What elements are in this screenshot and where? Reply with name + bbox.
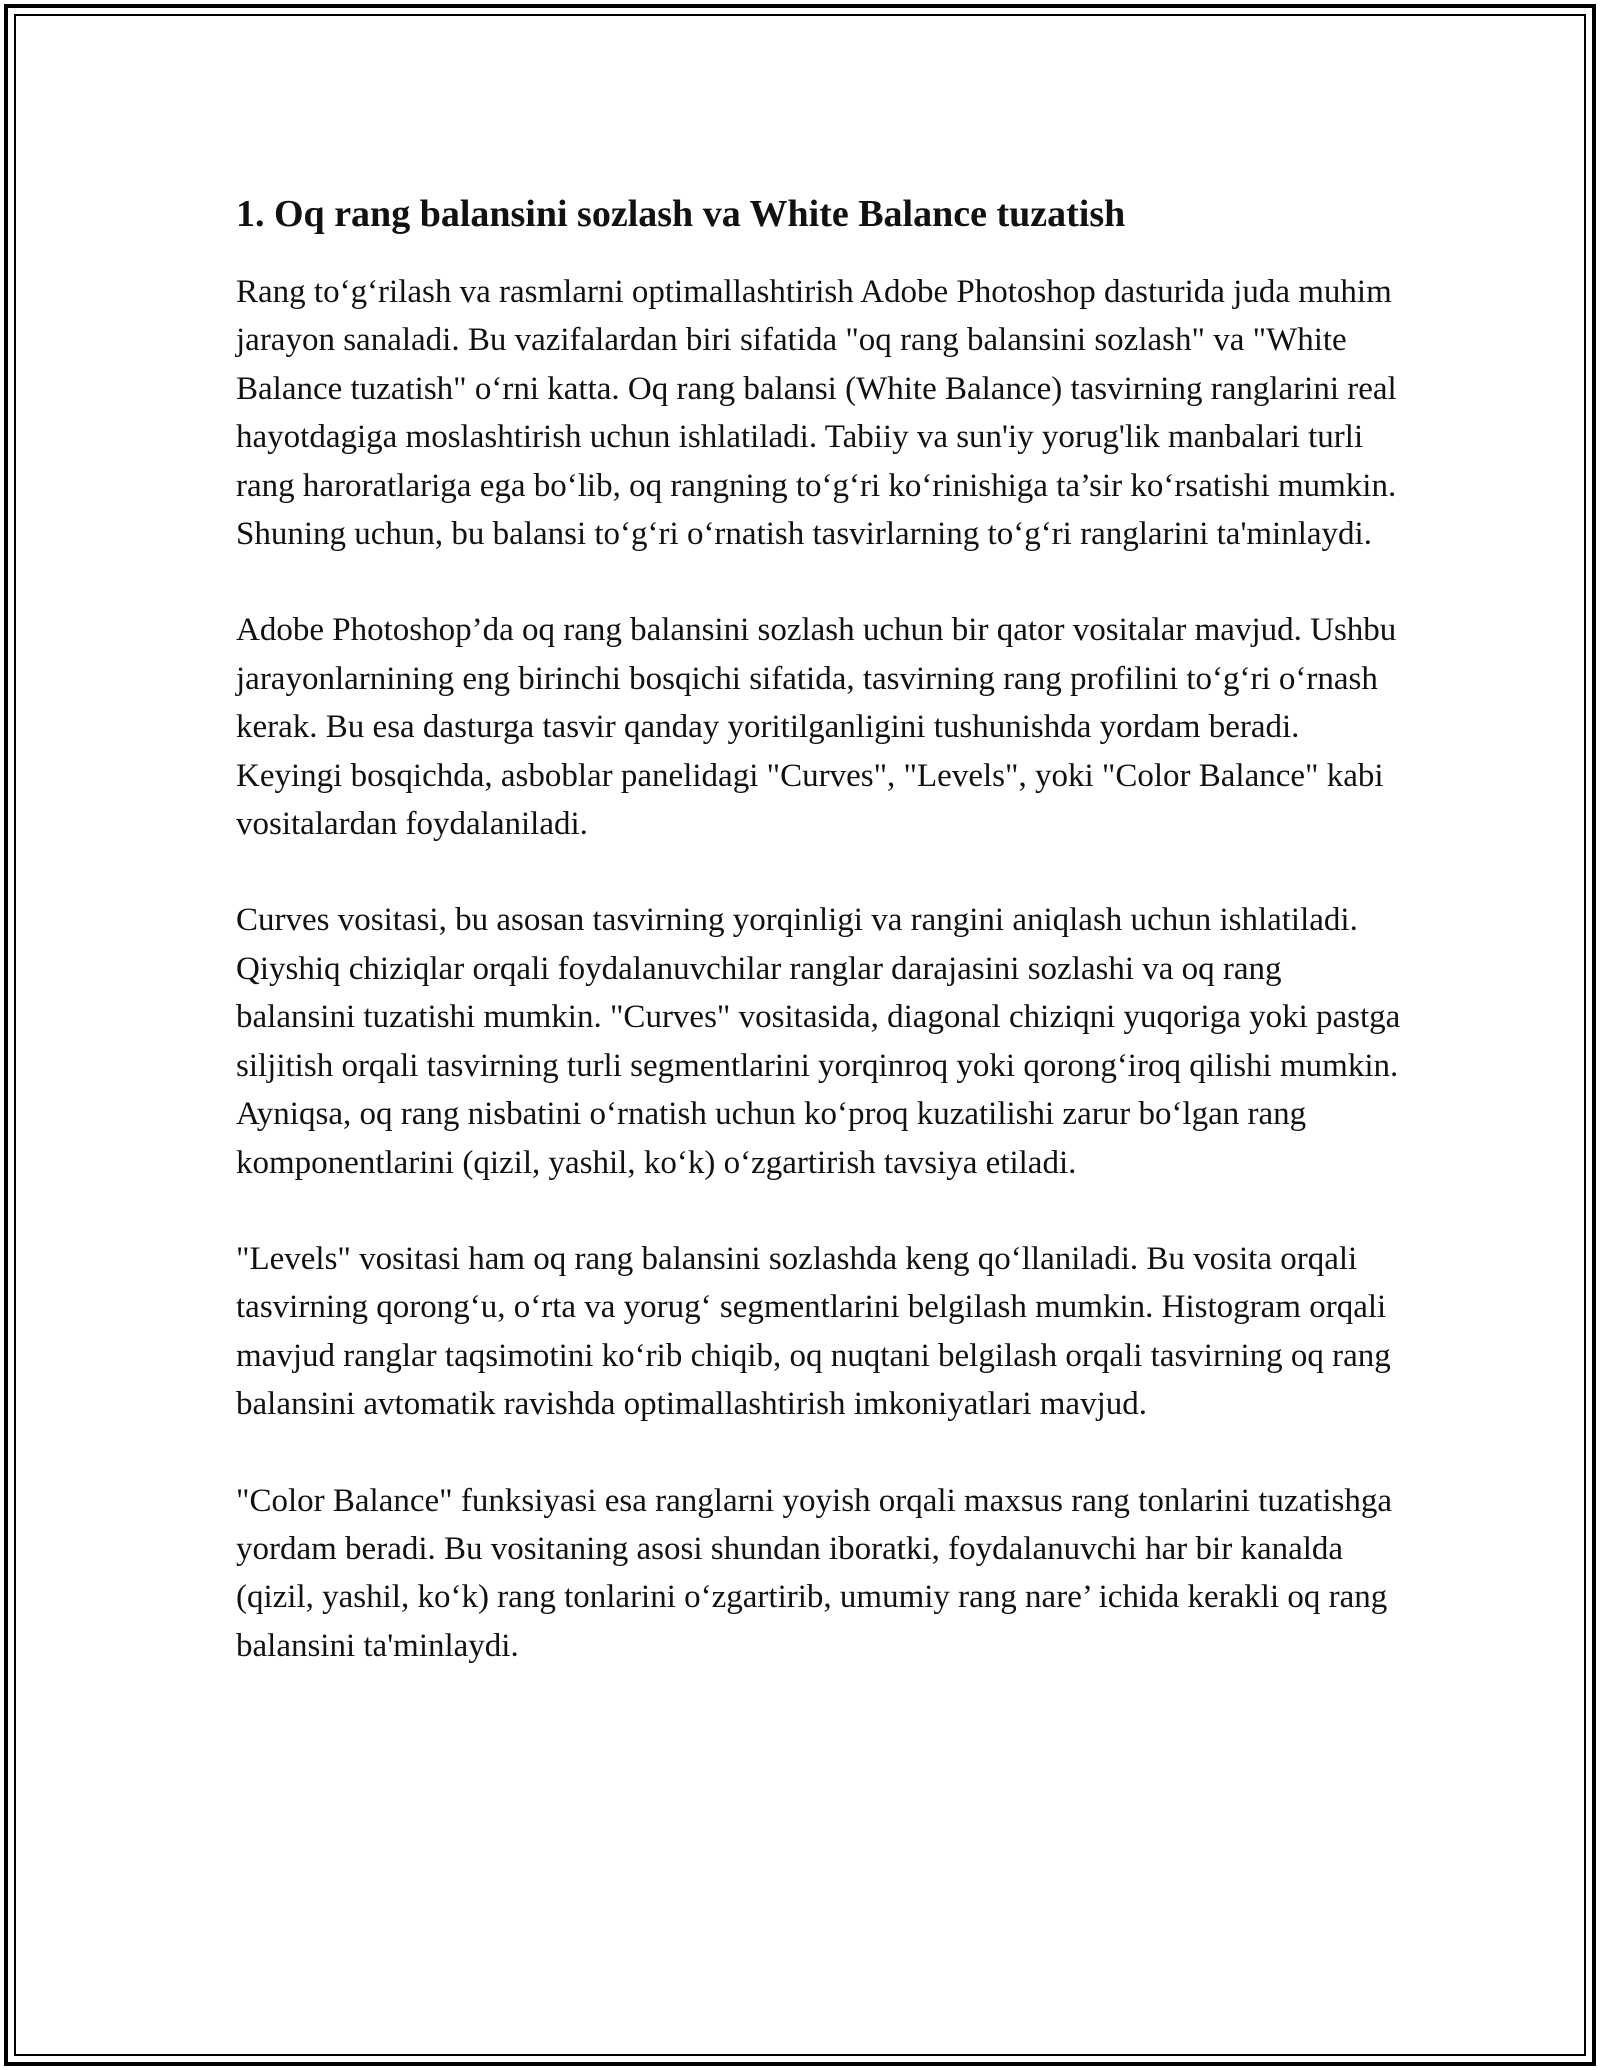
paragraph-tools: Adobe Photoshop’da oq rang balansini sozlash uchun bir qator vositalar mavjud. Ushbu jarayonlarnining eng birinchi bosqichi sifatida, tasvirning rang profilini to‘g‘ri o‘rnash kerak. Bu esa dasturga tasvir qanday yoritilganligini tushunishda yordam beradi. Keyingi bosqichda, asboblar panelidagi "Curves", "Levels", yoki "Color Balance" kabi vositalardan foydalaniladi.: [236, 612, 1397, 843]
paragraph-levels: "Levels" vositasi ham oq rang balansini sozlashda keng qo‘llaniladi. Bu vosita orqali tasvirning qorong‘u, o‘rta va yorug‘ segmentlarini belgilash mumkin. Histogram orqali mavjud ranglar taqsimotini ko‘rib chiqib, oq nuqtani belgilash orqali tasvirning oq rang balansini avtomatik ravishda optimallashtirish imkoniyatlari mavjud.: [236, 1240, 1391, 1423]
document-page: [236, 186, 1406, 1718]
paragraph-curves: Curves vositasi, bu asosan tasvirning yorqinligi va rangini aniqlash uchun ishlatiladi. Qiyshiq chiziqlar orqali foydalanuvchilar ranglar darajasini sozlashi va oq rang balansini tuzatishi mumkin. "Curves" vositasida, diagonal chiziqni yuqoriga yoki pastga siljitish orqali tasvirning turli segmentlarini yorqinroq yoki qorong‘iroq qilishi mumkin. Ayniqsa, oq rang nisbatini o‘rnatish uchun ko‘proq kuzatilishi zarur bo‘lgan rang komponentlarini (qizil, yashil, ko‘k) o‘zgartirish tavsiya etiladi.: [236, 902, 1401, 1181]
paragraph-intro: Rang to‘g‘rilash va rasmlarni optimallashtirish Adobe Photoshop dasturida juda muhim jarayon sanaladi. Bu vazifalardan biri sifatida "oq rang balansini sozlash" va "White Balance tuzatish" o‘rni katta. Oq rang balansi (White Balance) tasvirning ranglarini real hayotdagiga moslashtirish uchun ishlatiladi. Tabiiy va sun'iy yorug'lik manbalari turli rang haroratlariga ega bo‘lib, oq rangning to‘g‘ri ko‘rinishiga ta’sir ko‘rsatishi mumkin. Shuning uchun, bu balansi to‘g‘ri o‘rnatish tasvirlarning to‘g‘ri ranglarini ta'minlaydi.: [236, 274, 1397, 553]
section-title: 1. Oq rang balansini sozlash va White Balance tuzatish: [236, 193, 1126, 235]
paragraph-color-balance: "Color Balance" funksiyasi esa ranglarni yoyish orqali maxsus rang tonlarini tuzatishga yordam beradi. Bu vositaning asosi shundan iboratki, foydalanuvchi har bir kanalda (qizil, yashil, ko‘k) rang tonlarini o‘zgartirib, umumiy rang nare’ ichida kerakli oq rang balansini ta'minlaydi.: [236, 1482, 1392, 1664]
